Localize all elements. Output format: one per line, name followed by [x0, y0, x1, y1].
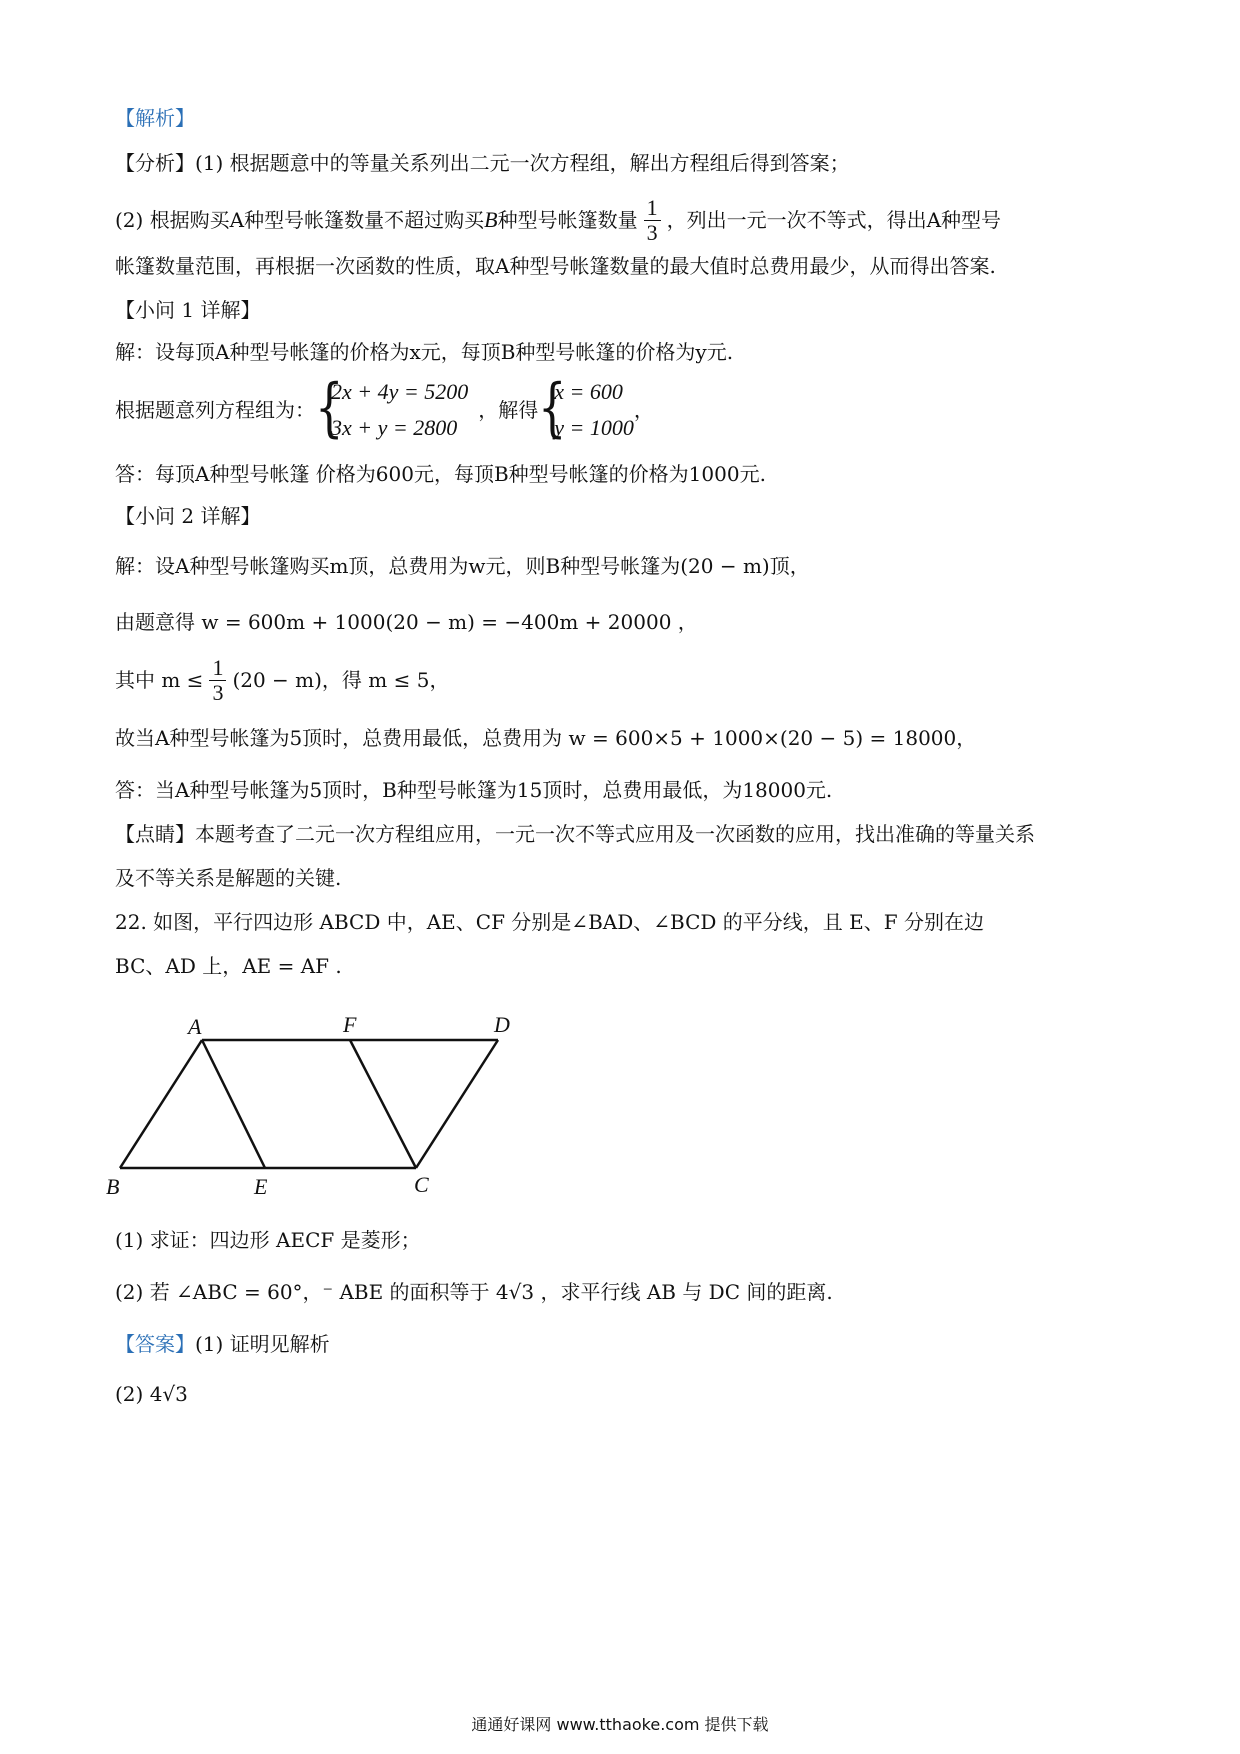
label-e: E — [254, 1174, 268, 1199]
analysis-line-2-b: B — [484, 207, 498, 232]
label-c: C — [414, 1172, 429, 1197]
problem-22-sub-2: (2) 若 ∠ABC = 60°，⁻ ABE 的面积等于 4√3 ，求平行线 AB 与 DC 间的距离. — [115, 1280, 833, 1304]
q2-line-2: 由题意得 w = 600m + 1000(20 − m) = −400m + 20000 ， — [115, 610, 698, 634]
fraction-denominator: 3 — [646, 219, 658, 245]
q2-line-3-b: (20 − m)，得 m ≤ 5， — [232, 668, 450, 692]
analysis-line-3: 帐篷数量范围，再根据一次函数的性质，取A种型号帐篷数量的最大值时总费用最少，从而得出答案. — [115, 254, 996, 278]
label-f: F — [343, 1012, 357, 1037]
q1-line-2-a: 根据题意列方程组为： — [115, 398, 315, 422]
analysis-line-2-c: 种型号帐篷数量 — [497, 208, 638, 232]
fraction-numerator: 1 — [644, 196, 661, 221]
footer: 通通好课网 www.tthaoke.com 提供下载 — [471, 1715, 769, 1734]
q2-line-3 — [115, 648, 449, 712]
brace-icon: { — [538, 371, 567, 445]
q2-line-3-a: 其中 m ≤ — [115, 668, 204, 692]
analysis-line-2-d: ，列出一元一次不等式，得出A种型号 — [666, 208, 1002, 232]
q1-equation-line — [115, 372, 654, 448]
equation-2: 3x + y = 2800 — [331, 415, 458, 440]
solution-system — [538, 371, 634, 446]
comment-line-2: 及不等关系是解题的关键. — [115, 866, 342, 890]
problem-22-line-2: BC、AD 上，AE = AF . — [115, 954, 342, 978]
solution-2: y = 1000 — [554, 415, 634, 440]
problem-22-sub-1: (1) 求证：四边形 AECF 是菱形； — [115, 1228, 421, 1252]
answer-line-1 — [115, 1330, 330, 1358]
answer-2: (2) 4√3 — [115, 1382, 188, 1406]
q2-line-4: 故当A种型号帐篷为5顶时，总费用最低，总费用为 w = 600×5 + 1000×(20 − 5) = 18000， — [115, 726, 977, 750]
label-a: A — [188, 1014, 202, 1039]
equation-1: 2x + 4y = 5200 — [331, 379, 469, 404]
q1-answer: 答：每顶A种型号帐篷 价格为600元，每顶B种型号帐篷的价格为1000元. — [115, 462, 766, 486]
analysis-line-2 — [115, 192, 1001, 248]
analysis-line-1: 【分析】(1) 根据题意中的等量关系列出二元一次方程组，解出方程组后得到答案； — [115, 151, 850, 175]
q2-header: 【小问 2 详解】 — [115, 504, 261, 528]
parallelogram-figure — [106, 1010, 550, 1210]
answer-tag: 【答案】 — [115, 1332, 195, 1356]
analysis-tag: 【解析】 — [115, 106, 195, 130]
comment-line-1: 【点睛】本题考查了二元一次方程组应用，一元一次不等式应用及一次函数的应用，找出准确的等量关系 — [115, 822, 1035, 846]
label-d: D — [494, 1012, 510, 1037]
solution-1: x = 600 — [554, 379, 623, 404]
equation-system — [315, 371, 469, 446]
brace-icon: { — [315, 371, 344, 445]
problem-22-line-1: 22. 如图，平行四边形 ABCD 中，AE、CF 分别是∠BAD、∠BCD 的平分线，且 E、F 分别在边 — [115, 910, 984, 934]
one-third-fraction — [209, 656, 226, 705]
label-b: B — [106, 1174, 120, 1199]
one-third-fraction — [644, 196, 661, 245]
q1-line-1: 解：设每顶A种型号帐篷的价格为x元，每顶B种型号帐篷的价格为y元. — [115, 340, 734, 364]
fraction-denominator: 3 — [212, 679, 224, 705]
q2-answer: 答：当A种型号帐篷为5顶时，B种型号帐篷为15顶时，总费用最低，为18000元. — [115, 778, 833, 802]
q2-line-1: 解：设A种型号帐篷购买m顶，总费用为w元，则B种型号帐篷为(20 − m)顶， — [115, 554, 810, 578]
analysis-line-2-a: (2) 根据购买A种型号帐篷数量不超过购买 — [115, 208, 485, 232]
q1-line-2-c: ， — [633, 398, 654, 422]
q1-line-2-b: ，解得 — [478, 398, 539, 422]
fraction-numerator: 1 — [209, 656, 226, 681]
q1-header: 【小问 1 详解】 — [115, 298, 261, 322]
answer-1: (1) 证明见解析 — [195, 1332, 330, 1356]
